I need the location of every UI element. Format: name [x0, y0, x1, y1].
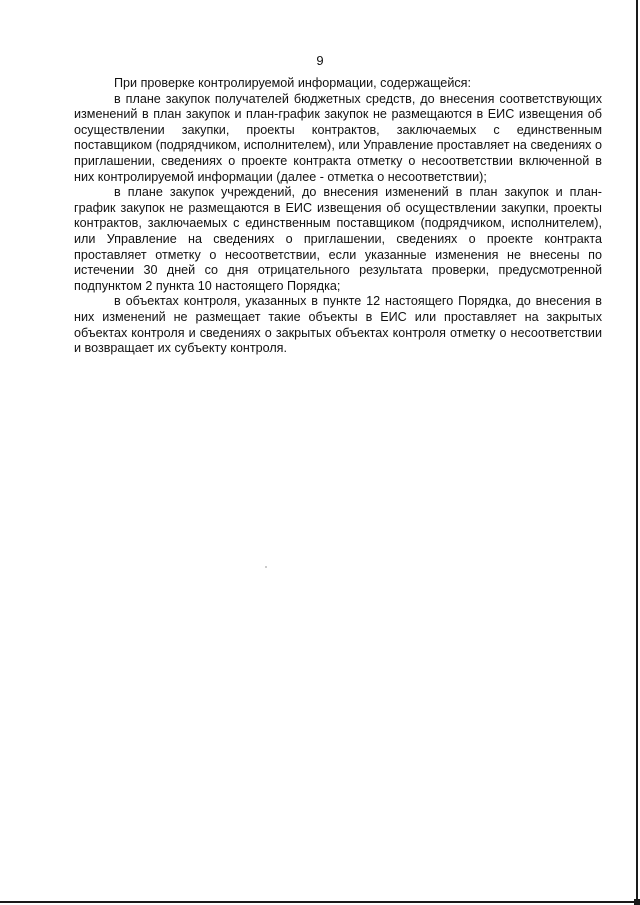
paragraph-budget-recipients: в плане закупок получателей бюджетных средств, до внесения соответствующих изменений в план закупок и план-график закупок не размещаются в ЕИС извещения об осуществлении закупки, проекты контрактов, заключаемых с единственным поставщиком (подрядчиком, исполнителем), или Управление проставляет на сведениях о приглашении, сведениях о проекте контракта отметку о несоответствии включенной в них контролируемой информации (далее - отметка о несоответствии);	[74, 91, 602, 184]
scan-edge-right	[636, 0, 638, 905]
scan-edge-bottom	[0, 901, 640, 903]
scan-speck	[265, 566, 267, 568]
paragraph-control-objects: в объектах контроля, указанных в пункте 12 настоящего Порядка, до внесения в них изменений не размещает такие объекты в ЕИС или проставляет на закрытых объектах контроля и сведениях о закрытых объектах контроля отметку о несоответствии и возвращает их субъекту контроля.	[74, 294, 602, 356]
page-number: 9	[316, 53, 324, 68]
document-body	[74, 76, 602, 357]
paragraph-intro: При проверке контролируемой информации, содержащейся:	[114, 76, 471, 90]
scan-edge-corner	[634, 899, 640, 905]
paragraph-institutions: в плане закупок учреждений, до внесения изменений в план закупок и план-график закупок не размещаются в ЕИС извещения об осуществлении закупки, проекты контрактов, заключаемых с единственным поставщиком (подрядчиком, исполнителем), или Управление на сведениях о приглашении, сведениях о проекте контракта проставляет отметку о несоответствии, если указанные изменения не внесены по истечении 30 дней со дня отрицательного результата проверки, предусмотренной подпунктом 2 пункта 10 настоящего Порядка;	[74, 185, 602, 293]
